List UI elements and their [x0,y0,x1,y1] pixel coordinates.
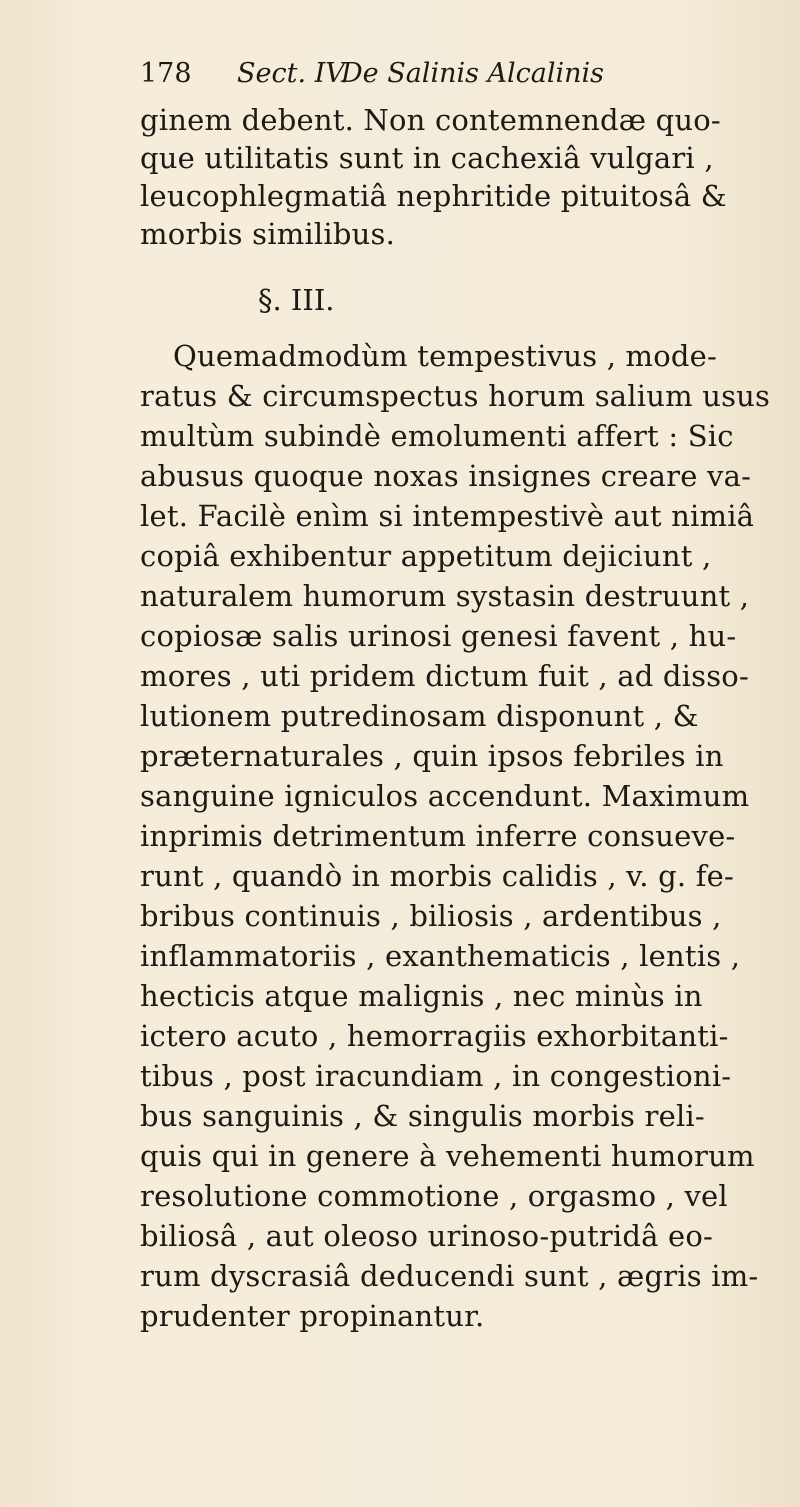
text-line: que utilitatis sunt in cachexiâ vulgari , [140,141,714,175]
text-line: rum dyscrasiâ deducendi sunt , ægris im- [140,1259,759,1293]
text-line: inprimis detrimentum inferre consueve- [140,819,736,853]
text-line: ratus & circumspectus horum salium usus [140,379,771,413]
running-title: De Salinis Alcalinis [341,58,605,89]
text-line: præternaturales , quin ipsos febriles in [140,739,724,773]
text-line: quis qui in genere à vehementi humorum [140,1139,755,1173]
text-line: runt , quandò in morbis calidis , v. g. fe- [140,859,735,893]
text-line: resolutione commotione , orgasmo , vel [140,1179,728,1213]
text-line: morbis similibus. [140,217,395,251]
section-heading: §. III. [258,283,335,317]
text-line: ginem debent. Non contemnendæ quo- [140,103,721,137]
text-line: multùm subindè emolumenti affert : Sic [140,419,734,453]
section-label: Sect. IV. [237,58,349,89]
text-line: inflammatoriis , exanthematicis , lentis , [140,939,741,973]
text-line: biliosâ , aut oleoso urinoso-putridâ eo- [140,1219,714,1253]
text-line: copiosæ salis urinosi genesi favent , hu- [140,619,737,653]
text-line: copiâ exhibentur appetitum dejiciunt , [140,539,712,573]
text-line: let. Facilè enìm si intempestivè aut nimiâ [140,499,755,533]
text-line: mores , uti pridem dictum fuit , ad disso- [140,659,749,693]
text-line: abusus quoque noxas insignes creare va- [140,459,752,493]
text-line: tibus , post iracundiam , in congestioni- [140,1059,732,1093]
text-line: ictero acuto , hemorragiis exhorbitanti- [140,1019,729,1053]
text-line: hecticis atque malignis , nec minùs in [140,979,703,1013]
text-line: sanguine igniculos accendunt. Maximum [140,779,750,813]
page-number: 178 [140,58,192,89]
text-line: prudenter propinantur. [140,1299,485,1333]
text-line: bus sanguinis , & singulis morbis reli- [140,1099,705,1133]
text-line: Quemadmodùm tempestivus , mode- [173,339,718,373]
text-line: lutionem putredinosam disponunt , & [140,699,699,733]
text-line: bribus continuis , biliosis , ardentibus , [140,899,722,933]
running-header [140,58,760,98]
text-line: naturalem humorum systasin destruunt , [140,579,750,613]
text-line: leucophlegmatiâ nephritide pituitosâ & [140,179,727,213]
